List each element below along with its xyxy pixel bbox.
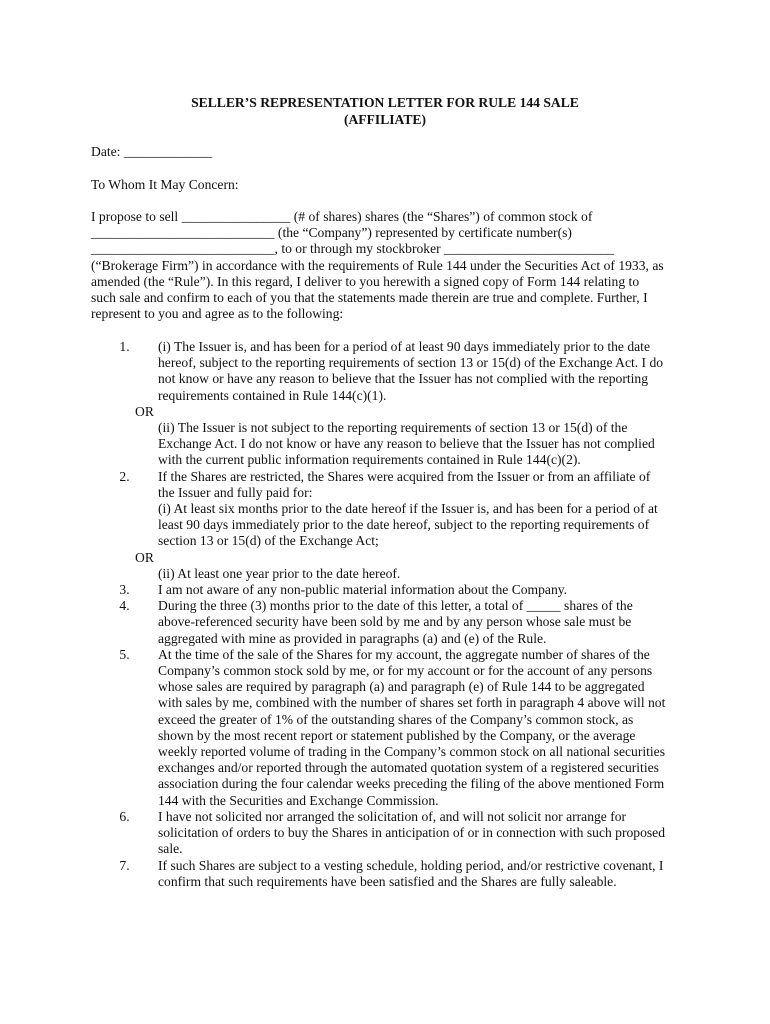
item-number: 6. — [119, 808, 130, 824]
item-line: above-referenced security have been sold by me and by any person whose sale must be — [158, 614, 632, 630]
list-item — [91, 469, 681, 550]
item-number: 1. — [119, 339, 130, 354]
list-item — [91, 809, 681, 858]
item-line: (i) The Issuer is, and has been for a period of at least 90 days immediately prior to the date — [158, 339, 650, 354]
item-line: hereof, subject to the reporting requirements of section 13 or 15(d) of the Exchange Act. I do — [158, 355, 664, 371]
item-line: least 90 days immediately prior to the date hereof, subject to the reporting requirements of — [158, 517, 650, 533]
intro-line: such sale and confirm to each of you that the statements made therein are true and complete. Further, I — [91, 290, 648, 306]
item-line: aggregated with mine as provided in paragraphs (a) and (e) of the Rule. — [158, 630, 547, 646]
item-line: Company’s common stock sold by me, or for my account or for the account of any persons — [158, 663, 653, 679]
item-line: If the Shares are restricted, the Shares were acquired from the Issuer or from an affiliate of — [158, 468, 651, 484]
list-item — [91, 858, 681, 890]
item-line: association during the four calendar weeks preceding the filing of the above mentioned Form — [158, 776, 665, 792]
intro-line: ___________________________, to or through my stockbroker _________________________ — [91, 241, 614, 257]
item-number: 7. — [119, 857, 130, 873]
item-line: section 13 or 15(d) of the Exchange Act; — [158, 533, 379, 549]
item-number: 4. — [119, 598, 130, 614]
item-line: shown by the most recent report or statement published by the Company, or the average — [158, 727, 636, 743]
date-line: Date: _____________ — [91, 144, 213, 159]
item-line: solicitation of orders to buy the Shares in anticipation of or in connection with such proposed — [158, 825, 666, 841]
or-label: OR — [135, 549, 154, 565]
item-line: sale. — [158, 841, 183, 857]
item-line: I have not solicited nor arranged the solicitation of, and will not solicit nor arrange for — [158, 808, 627, 824]
item-line: (ii) The Issuer is not subject to the reporting requirements of section 13 or 15(d) of the — [158, 420, 628, 436]
title-line-2: (AFFILIATE) — [343, 112, 427, 127]
item-line: requirements contained in Rule 144(c)(1). — [158, 387, 387, 403]
representation-list — [91, 339, 681, 890]
list-item — [91, 598, 681, 647]
intro-paragraph — [91, 209, 681, 322]
title-line-1: SELLER’S REPRESENTATION LETTER FOR RULE 144 SALE — [191, 95, 579, 110]
or-label: OR — [135, 403, 154, 419]
intro-line: I propose to sell ________________ (# of shares) shares (the “Shares”) of common stock of — [91, 209, 593, 224]
list-item — [91, 339, 681, 404]
intro-line: ___________________________ (the “Company”) represented by certificate number(s) — [91, 225, 572, 241]
item-number: 3. — [119, 582, 130, 598]
item-line: At the time of the sale of the Shares for my account, the aggregate number of shares of the — [158, 646, 650, 662]
item-line: During the three (3) months prior to the date of this letter, a total of _____ shares of the — [158, 598, 633, 614]
item-number: 2. — [119, 468, 130, 484]
list-item — [91, 582, 681, 598]
item-line: with the current public information requirements contained in Rule 144(c)(2). — [158, 452, 581, 468]
item-line: exceed the greater of 1% of the outstanding shares of the Company’s common stock, as — [158, 711, 634, 727]
intro-line: (“Brokerage Firm”) in accordance with the requirements of Rule 144 under the Securities Act of 1933, as — [91, 257, 664, 273]
item-line: I am not aware of any non-public material information about the Company. — [158, 582, 568, 598]
item-line: weekly reported volume of trading in the Company’s common stock on all national securities — [158, 744, 666, 760]
item-line: 144 with the Securities and Exchange Commission. — [158, 792, 439, 808]
letter-title — [0, 94, 770, 128]
list-item-continued — [91, 420, 681, 469]
item-line: whose sales are required by paragraph (a) and paragraph (e) of Rule 144 to be aggregated — [158, 679, 645, 695]
item-line: not know or have any reason to believe that the Issuer has not complied with the reporting — [158, 371, 648, 387]
intro-line: represent to you and agree as to the following: — [91, 306, 344, 322]
intro-line: amended (the “Rule”). In this regard, I deliver to you herewith a signed copy of Form 144 relating to — [91, 273, 640, 289]
item-line: confirm that such requirements have been satisfied and the Shares are fully saleable. — [158, 873, 617, 889]
item-line: the Issuer and fully paid for: — [158, 484, 313, 500]
item-line: (i) At least six months prior to the date hereof if the Issuer is, and has been for a period of at — [158, 501, 658, 517]
list-item — [91, 647, 681, 809]
greeting: To Whom It May Concern: — [91, 177, 239, 192]
item-line: Exchange Act. I do not know or have any reason to believe that the Issuer has not complied — [158, 436, 655, 452]
item-line: (ii) At least one year prior to the date hereof. — [158, 565, 401, 581]
item-line: with sales by me, combined with the number of shares set forth in paragraph 4 above will not — [158, 695, 666, 711]
item-line: exchanges and/or reported through the automated quotation system of a registered securities — [158, 760, 659, 776]
list-item-continued — [91, 566, 681, 582]
item-number: 5. — [119, 646, 130, 662]
item-line: If such Shares are subject to a vesting schedule, holding period, and/or restrictive covenant, I — [158, 857, 664, 873]
